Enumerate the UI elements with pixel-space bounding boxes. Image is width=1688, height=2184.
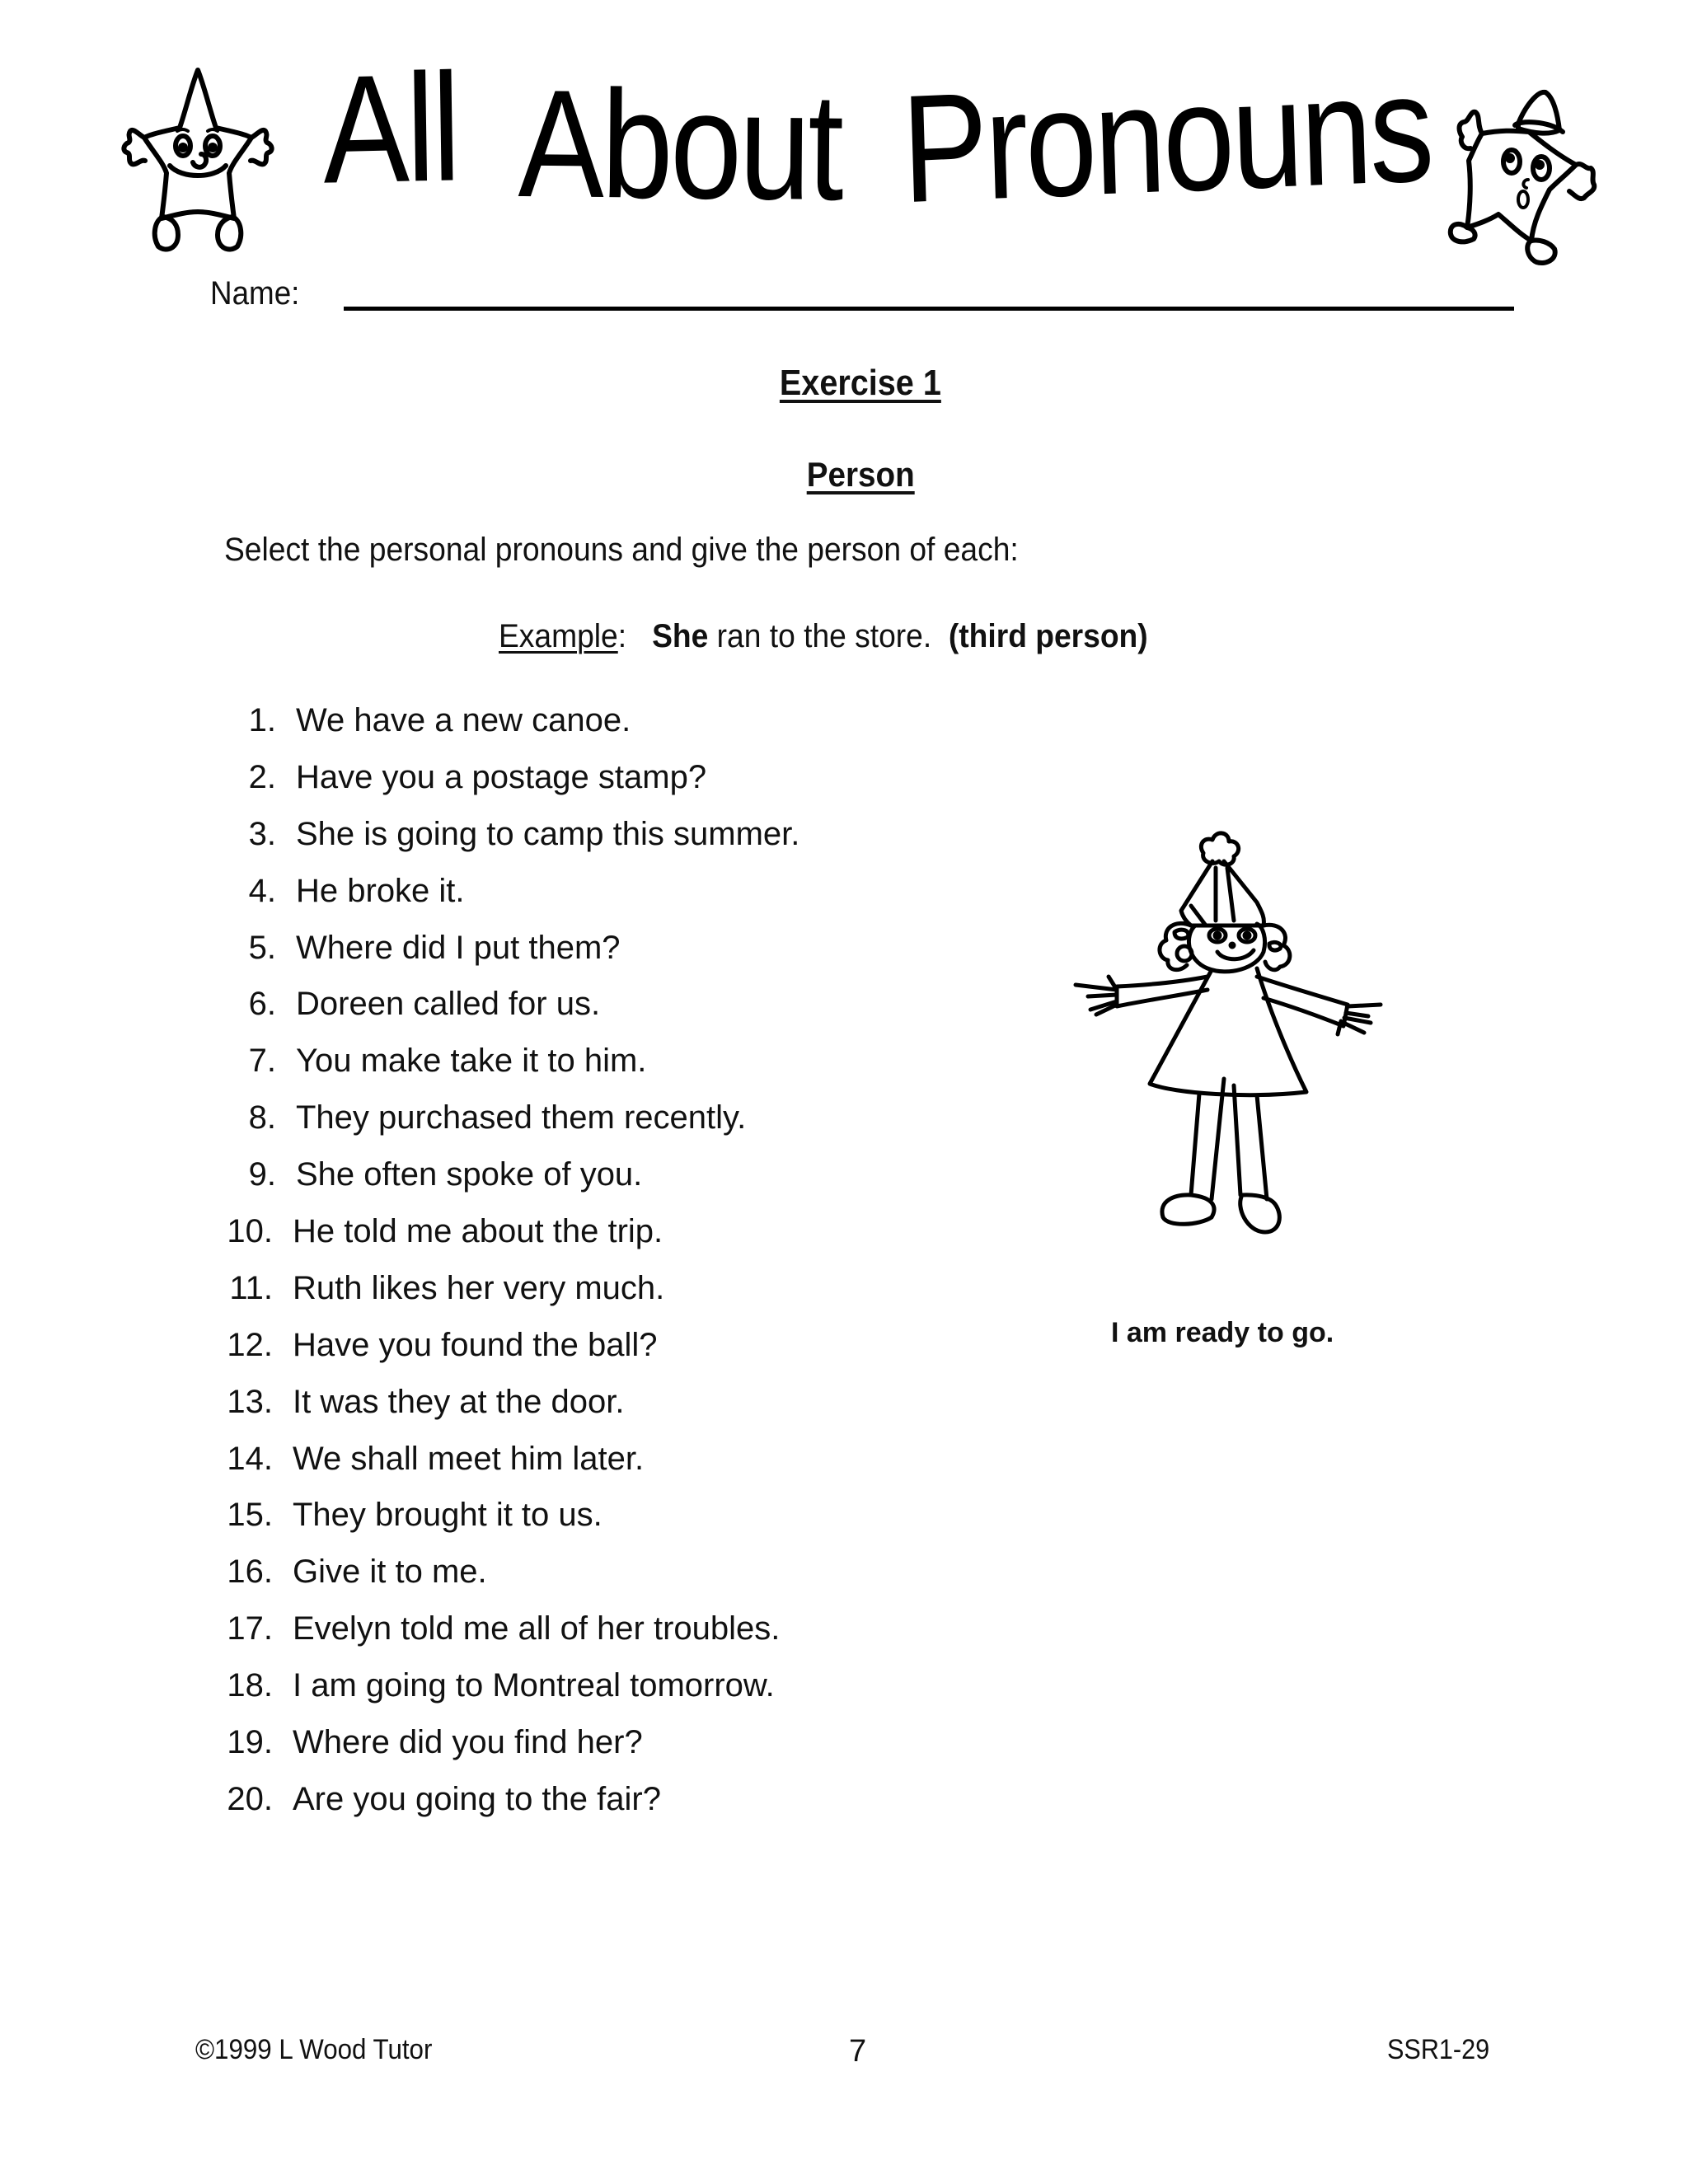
list-item — [210, 1265, 952, 1322]
item-number: 19. — [227, 1724, 273, 1761]
item-number: 17. — [227, 1610, 273, 1647]
item-text: Where did I put them? — [296, 929, 621, 966]
list-item — [210, 1322, 952, 1379]
item-number: 1. — [248, 702, 276, 738]
item-number: 12. — [227, 1326, 273, 1363]
list-item — [210, 1662, 952, 1719]
exercise-title — [0, 363, 1688, 404]
list-item — [210, 811, 952, 868]
exercise-subtitle — [0, 455, 1688, 494]
item-number: 20. — [227, 1780, 273, 1817]
item-number: 9. — [248, 1156, 276, 1193]
footer-copyright: ©1999 L Wood Tutor — [195, 2034, 433, 2065]
item-text: Where did you find her? — [293, 1724, 643, 1761]
exercise-title-text: Exercise 1 — [780, 363, 941, 403]
item-number: 11. — [229, 1269, 273, 1306]
item-number: 15. — [227, 1497, 273, 1534]
item-text: He broke it. — [296, 872, 465, 909]
footer-code: SSR1-29 — [1387, 2034, 1490, 2065]
item-number: 7. — [248, 1043, 276, 1080]
item-text: Have you a postage stamp? — [296, 758, 707, 795]
item-number: 18. — [227, 1667, 273, 1704]
name-input-line[interactable] — [344, 307, 1514, 311]
item-text: Give it to me. — [293, 1554, 487, 1591]
list-item — [210, 1151, 952, 1208]
item-number: 4. — [248, 872, 276, 909]
list-item — [210, 1038, 952, 1094]
list-item — [210, 925, 952, 982]
item-text: She often spoke of you. — [296, 1156, 643, 1193]
list-item — [210, 1379, 952, 1436]
list-item — [210, 981, 952, 1038]
item-number: 16. — [227, 1554, 273, 1591]
instruction-text: Select the personal pronouns and give the person of each: — [224, 532, 1019, 568]
title-word: About — [518, 58, 842, 233]
exercise-subtitle-text: Person — [806, 455, 915, 494]
list-item — [210, 1719, 952, 1776]
example-pronoun: She — [652, 618, 709, 654]
list-item — [210, 1549, 952, 1605]
item-text: They brought it to us. — [293, 1497, 603, 1534]
example-sentence: ran to the store. — [708, 618, 932, 654]
example-answer: (third person) — [948, 618, 1148, 654]
list-item — [210, 1492, 952, 1549]
example-label: Example — [499, 618, 618, 654]
item-text: We shall meet him later. — [293, 1440, 645, 1477]
item-text: She is going to camp this summer. — [296, 815, 800, 852]
item-number: 5. — [248, 929, 276, 966]
list-item — [210, 868, 952, 925]
item-text: Evelyn told me all of her troubles. — [293, 1610, 781, 1647]
name-field-row — [210, 274, 1521, 315]
item-text: Doreen called for us. — [296, 986, 601, 1023]
name-label: Name: — [210, 275, 300, 312]
item-text: He told me about the trip. — [293, 1213, 663, 1250]
list-item — [210, 1776, 952, 1833]
item-text: Ruth likes her very much. — [293, 1269, 665, 1306]
item-number: 8. — [248, 1099, 276, 1137]
item-text: I am going to Montreal tomorrow. — [293, 1667, 775, 1704]
example-colon: : — [617, 618, 627, 654]
list-item — [210, 1094, 952, 1151]
item-number: 2. — [248, 758, 276, 795]
footer-page-number: 7 — [849, 2034, 867, 2069]
list-item — [210, 754, 952, 811]
item-text: They purchased them recently. — [296, 1099, 747, 1137]
item-number: 3. — [248, 815, 276, 852]
item-text: It was they at the door. — [293, 1383, 625, 1420]
star-mascot-right-icon — [1426, 82, 1607, 272]
star-mascot-left-icon — [115, 62, 280, 255]
list-item — [210, 1208, 952, 1265]
illustration-caption: I am ready to go. — [1111, 1317, 1334, 1348]
girl-illustration-icon — [1059, 820, 1385, 1306]
page-title — [321, 42, 1434, 236]
list-item — [210, 1436, 952, 1493]
item-number: 14. — [227, 1440, 273, 1477]
item-number: 6. — [248, 986, 276, 1023]
item-text: We have a new canoe. — [296, 702, 631, 738]
exercise-list — [210, 697, 952, 1833]
item-text: Have you found the ball? — [293, 1326, 658, 1363]
item-number: 13. — [227, 1383, 273, 1420]
list-item — [210, 697, 952, 754]
title-word: All — [321, 42, 460, 216]
item-text: You make take it to him. — [296, 1043, 647, 1080]
title-word: Pronouns — [899, 42, 1434, 236]
item-number: 10. — [227, 1213, 273, 1250]
example-line — [499, 618, 1148, 655]
list-item — [210, 1605, 952, 1662]
item-text: Are you going to the fair? — [293, 1780, 661, 1817]
